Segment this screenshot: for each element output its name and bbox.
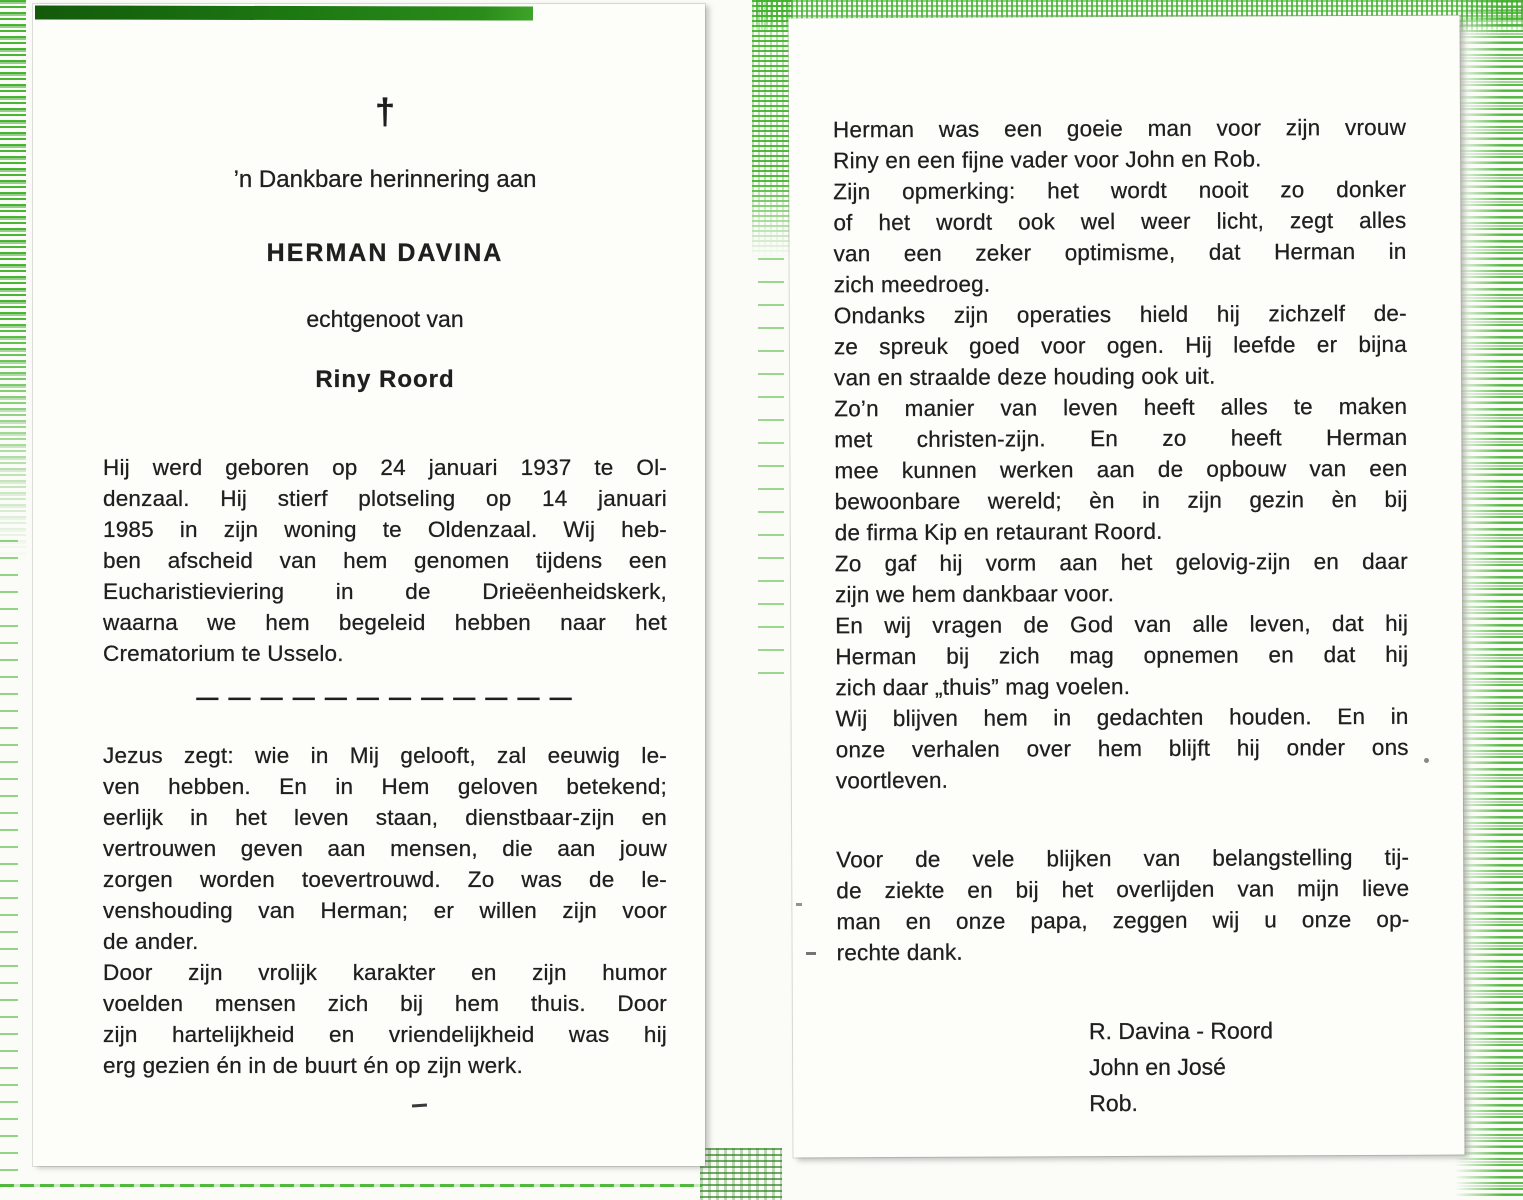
character-paragraph (103, 957, 667, 1081)
scanner-noise-left-edge-lower (0, 540, 18, 1180)
text-line: voortleven. (835, 767, 949, 794)
text-line: onze verhalen over hem blijft hij onder ons (835, 734, 1409, 763)
signature-line: Rob. (1089, 1089, 1138, 1117)
scanner-green-bar (35, 5, 533, 20)
scan-speck (796, 903, 802, 906)
text-line: de ander. (103, 929, 199, 954)
scan-speck (1424, 758, 1429, 763)
text-line: Hij werd geboren op 24 januari 1937 te Ol- (103, 455, 667, 480)
text-line: Jezus zegt: wie in Mij gelooft, zal eeuwig le- (103, 743, 667, 768)
text-line: bewoonbare wereld; èn in zijn gezin èn bij (834, 486, 1408, 515)
scanner-noise-bottom-line (0, 1184, 702, 1187)
text-line: Herman bij zich mag opnemen en dat hij (835, 641, 1409, 670)
text-line: 1985 in zijn woning te Oldenzaal. Wij heb- (103, 517, 667, 542)
signature-line: John en José (1089, 1053, 1226, 1081)
text-line: Herman was een goeie man voor zijn vrouw (832, 114, 1407, 143)
relation-text: echtgenoot van (306, 306, 464, 332)
scanner-noise-right-edge (1455, 0, 1523, 1200)
text-line: zich daar „thuis” mag voelen. (835, 673, 1131, 701)
dedication-text: ’n Dankbare herinnering aan (233, 166, 537, 193)
text-line: rechte dank. (836, 939, 963, 966)
text-line: van een zeker optimisme, dat Herman in (833, 238, 1407, 267)
text-line: vertrouwen geven aan mensen, die aan jouw (103, 836, 667, 861)
text-line: Ondanks zijn operaties hield hij zichzelf de- (833, 300, 1407, 329)
text-line: Eucharistieviering in de Drieëenheidskerk, (103, 579, 667, 604)
birth-paragraph (103, 452, 667, 669)
text-line: zorgen worden toevertrouwd. Zo was de le- (103, 867, 667, 892)
memorial-card-right-page (789, 16, 1465, 1158)
text-line: Zo gaf hij vorm aan het gelovig-zijn en daar (834, 548, 1408, 577)
text-line: man en onze papa, zeggen wij u onze op- (836, 906, 1410, 935)
text-line: of het wordt ook wel weer licht, zegt alles (833, 207, 1407, 236)
text-line: ze spreuk goed voor ogen. Hij leefde er bijna (833, 331, 1408, 360)
text-line: Zijn opmerking: het wordt nooit zo donker (833, 176, 1407, 205)
text-line: ben afscheid van hem genomen tijdens een (103, 548, 667, 573)
memorial-card-left-page (33, 4, 705, 1166)
text-line: zijn we hem dankbaar voor. (834, 581, 1115, 608)
scanner-noise-bottom-gap (700, 1148, 782, 1200)
text-line: denzaal. Hij stierf plotseling op 14 januari (103, 486, 667, 511)
text-line: En wij vragen de God van alle leven, dat hij (835, 610, 1409, 639)
signature-line: R. Davina - Roord (1088, 1017, 1274, 1045)
text-line: Voor de vele blijken van belangstelling tij- (836, 844, 1410, 873)
text-line: de ziekte en bij het overlijden van mijn lieve (836, 875, 1410, 904)
text-line: Crematorium te Usselo. (103, 641, 344, 666)
text-line: eerlijk in het leven staan, dienstbaar-zijn en (103, 805, 667, 830)
spouse-name: Riny Roord (315, 366, 455, 393)
cross-symbol: † (374, 91, 396, 132)
text-line: met christen-zijn. En zo heeft Herman (834, 424, 1408, 453)
deceased-name: HERMAN DAVINA (266, 239, 504, 267)
scanner-noise-left-edge (0, 0, 26, 560)
text-line: de firma Kip en retaurant Roord. (834, 518, 1163, 546)
memorial-text (833, 112, 1409, 796)
text-line: voelden mensen zich bij hem thuis. Door (103, 991, 667, 1016)
text-line: ven hebben. En in Hem geloven betekend; (103, 774, 667, 799)
faith-paragraph (103, 740, 667, 957)
text-line: Riny en een fijne vader voor John en Rob. (833, 146, 1262, 174)
signature-block (837, 1012, 1410, 1122)
text-line: Wij blijven hem in gedachten houden. En in (835, 703, 1409, 732)
thanks-paragraph (836, 842, 1410, 968)
text-line: van en straalde deze houding ook uit. (834, 363, 1216, 391)
scan-speck (806, 952, 816, 955)
text-line: venshouding van Herman; er willen zijn voor (103, 898, 667, 923)
text-line: erg gezien én in de buurt én op zijn werk. (103, 1053, 523, 1078)
text-line: waarna we hem begeleid hebben naar het (103, 610, 667, 635)
text-line: zich meedroeg. (833, 271, 991, 298)
text-line: Zo’n manier van leven heeft alles te maken (834, 393, 1408, 422)
scanner-noise-center-gap (752, 0, 792, 258)
text-line: zijn hartelijkheid en vriendelijkheid was hij (103, 1022, 667, 1047)
text-line: mee kunnen werken aan de opbouw van een (834, 455, 1408, 484)
scanner-noise-center-gap-lower (758, 258, 784, 688)
text-line: Door zijn vrolijk karakter en zijn humor (103, 960, 667, 985)
dashed-divider: — — — — — — — — — — — — (196, 685, 574, 710)
